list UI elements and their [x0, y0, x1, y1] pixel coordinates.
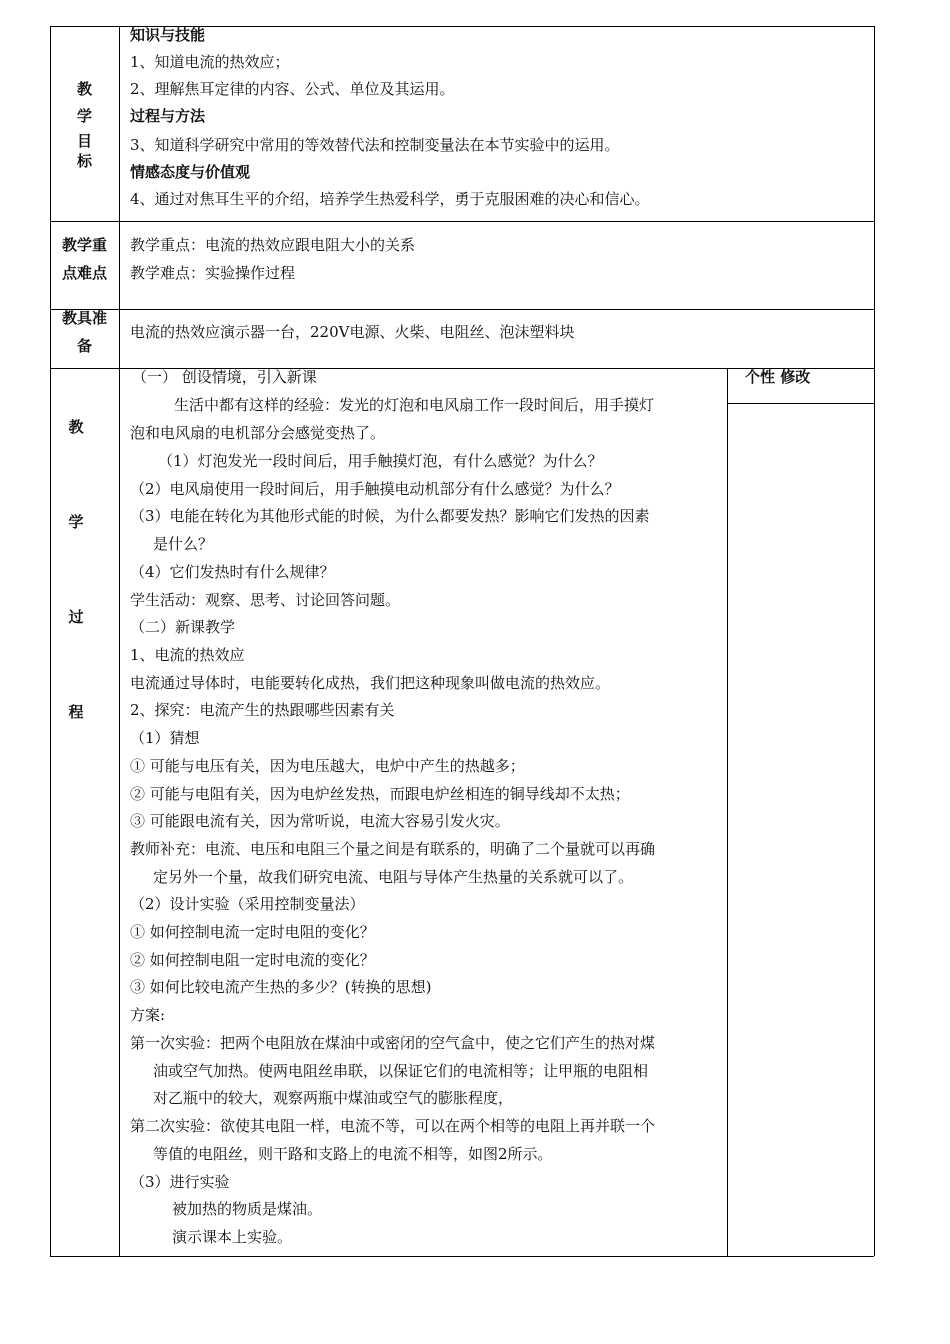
- process-line: 电流通过导体时，电能要转化成热，我们把这种现象叫做电流的热效应。: [130, 674, 611, 692]
- tools-label-line: 备: [76, 337, 92, 355]
- process-line: （1）猜想: [130, 729, 200, 747]
- process-line: 被加热的物质是煤油。: [172, 1200, 323, 1218]
- process-question: （4）它们发热时有什么规律？: [130, 563, 335, 581]
- process-question: （1）灯泡发光一段时间后，用手触摸灯泡，有什么感觉？为什么？: [158, 452, 603, 470]
- objectives-label-char: 目: [76, 132, 92, 150]
- table-border-left: [50, 26, 51, 1256]
- objectives-label-char: 学: [76, 107, 92, 125]
- objective-item: 3、知道科学研究中常用的等效替代法和控制变量法在本节实验中的运用。: [130, 136, 620, 154]
- process-question: （3）电能在转化为其他形式能的时候，为什么都要发热？影响它们发热的因素: [130, 507, 650, 525]
- row-divider-objectives: [50, 221, 874, 222]
- table-border-right: [874, 26, 875, 1256]
- process-section-heading: （二）新课教学: [130, 618, 236, 636]
- label-column-divider: [119, 26, 120, 1256]
- process-line: ① 可能与电压有关，因为电压越大，电炉中产生的热越多；: [130, 757, 525, 775]
- process-question: 是什么？: [153, 535, 214, 553]
- objective-heading-attitude: 情感态度与价值观: [130, 163, 251, 181]
- process-line: ③ 可能跟电流有关，因为常听说，电流大容易引发火灾。: [130, 812, 510, 830]
- key-point-focus: 教学重点：电流的热效应跟电阻大小的关系: [130, 236, 416, 254]
- objectives-label-char: 教: [76, 80, 92, 98]
- process-line: 第一次实验：把两个电阻放在煤油中或密闭的空气盒中，使之它们产生的热对煤: [130, 1034, 656, 1052]
- process-line: ① 如何控制电流一定时电阻的变化？: [130, 923, 375, 941]
- side-column-header: 个性 修改: [745, 368, 811, 386]
- key-point-difficulty: 教学难点：实验操作过程: [130, 264, 296, 282]
- objective-heading-process: 过程与方法: [130, 107, 206, 125]
- table-border-bottom: [50, 1256, 874, 1257]
- process-label-char: 学: [68, 513, 84, 531]
- objective-item: 1、知道电流的热效应；: [130, 53, 290, 71]
- process-line: 对乙瓶中的较大，观察两瓶中煤油或空气的膨胀程度，: [153, 1089, 514, 1107]
- process-line: 教师补充：电流、电压和电阻三个量之间是有联系的，明确了二个量就可以再确: [130, 840, 656, 858]
- side-header-divider: [727, 403, 874, 404]
- process-label-char: 程: [68, 703, 84, 721]
- objectives-label-char: 标: [76, 152, 92, 170]
- process-line: ② 可能与电阻有关，因为电炉丝发热，而跟电炉丝相连的铜导线却不太热；: [130, 785, 630, 803]
- process-line: 定另外一个量，故我们研究电流、电阻与导体产生热量的关系就可以了。: [153, 868, 634, 886]
- process-line: ② 如何控制电阻一定时电流的变化？: [130, 951, 375, 969]
- process-line: 生活中都有这样的经验：发光的灯泡和电风扇工作一段时间后，用手摸灯: [174, 396, 655, 414]
- process-line: ③ 如何比较电流产生热的多少？(转换的思想): [130, 978, 432, 996]
- process-line: 泡和电风扇的电机部分会感觉变热了。: [130, 424, 386, 442]
- objective-item: 4、通过对焦耳生平的介绍，培养学生热爱科学，勇于克服困难的决心和信心。: [130, 190, 650, 208]
- process-section-heading: （一） 创设情境，引入新课: [132, 368, 317, 386]
- process-question: （2）电风扇使用一段时间后，用手触摸电动机部分有什么感觉？为什么？: [130, 480, 620, 498]
- process-line: 1、电流的热效应: [130, 646, 245, 664]
- process-line: 第二次实验：欲使其电阻一样，电流不等，可以在两个相等的电阻上再并联一个: [130, 1117, 656, 1135]
- process-line: 方案:: [130, 1006, 166, 1024]
- keypoints-label-line: 教学重: [61, 236, 107, 254]
- tools-text: 电流的热效应演示器一台，220V电源、火柴、电阻丝、泡沫塑料块: [130, 323, 575, 341]
- side-column-divider: [727, 368, 728, 1256]
- process-line: （3）进行实验: [130, 1173, 230, 1191]
- objective-heading-knowledge: 知识与技能: [130, 26, 206, 44]
- process-line: 油或空气加热。使两电阻丝串联，以保证它们的电流相等；让甲瓶的电阻相: [153, 1062, 649, 1080]
- process-line: 等值的电阻丝，则干路和支路上的电流不相等，如图2所示。: [153, 1145, 553, 1163]
- process-line: 演示课本上实验。: [172, 1228, 293, 1246]
- process-label-char: 教: [68, 418, 84, 436]
- keypoints-label-line: 点难点: [61, 264, 107, 282]
- process-label-char: 过: [68, 608, 84, 626]
- row-divider-keypoints: [50, 309, 874, 310]
- process-line: 学生活动：观察、思考、讨论回答问题。: [130, 591, 401, 609]
- objective-item: 2、理解焦耳定律的内容、公式、单位及其运用。: [130, 80, 455, 98]
- tools-label-line: 教具准: [61, 309, 107, 327]
- process-line: （2）设计实验（采用控制变量法）: [130, 895, 365, 913]
- process-line: 2、探究：电流产生的热跟哪些因素有关: [130, 701, 395, 719]
